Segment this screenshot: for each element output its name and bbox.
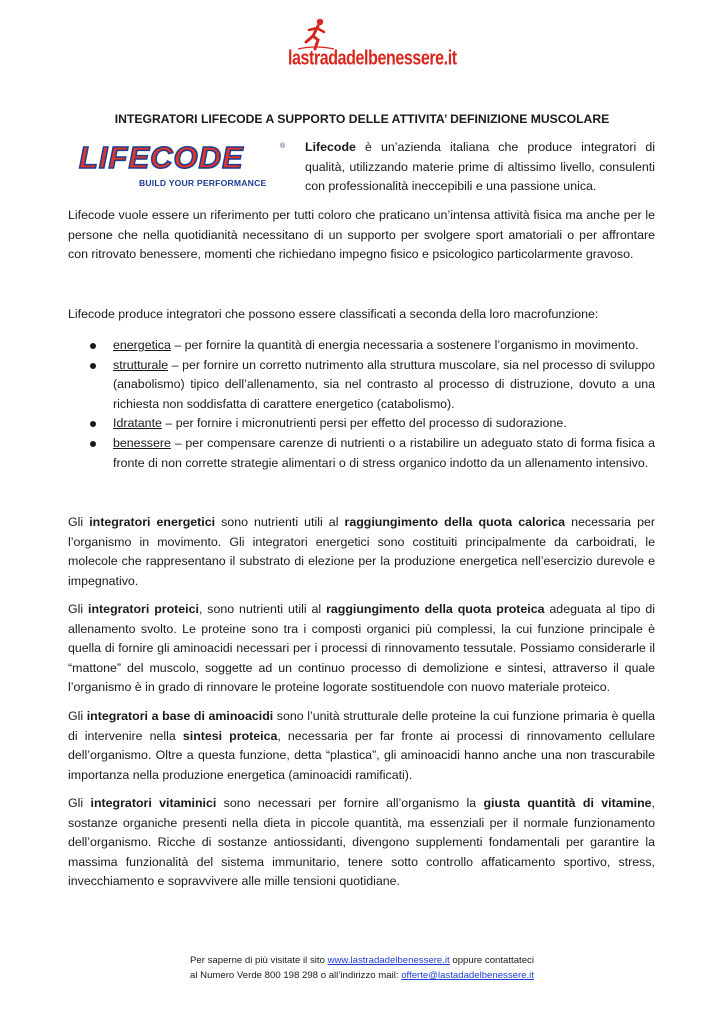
text-run: sono l’unità strutturale delle proteine la cui funzione primaria è quella di intervenire nella bbox=[68, 709, 655, 743]
list-item-text: – per fornire la quantità di energia necessaria a sostenere l’organismo in movimento. bbox=[170, 338, 639, 352]
text-run: sono nutrienti utili al bbox=[215, 515, 345, 529]
document-title: INTEGRATORI LIFECODE A SUPPORTO DELLE ATTIVITA’ DEFINIZIONE MUSCOLARE bbox=[114, 112, 610, 126]
bullet-icon bbox=[90, 343, 96, 349]
text-run: adeguata al tipo di allenamento svolto. Le proteine sono tra i composti organici più complessi, la cui funzione principale è quella di fornire gli aminoacidi necessari per i processi di rinnovamento tessutale. Possiamo considerarle il “mattone” del muscolo, soggette ad un continuo processo di demolizione e sintesi, attraverso il quale l’organismo è in grado di rinnovare le proteine logorate sostituendole con nuovo materiale proteico. bbox=[68, 602, 656, 695]
intro-paragraph bbox=[305, 138, 655, 197]
list-item bbox=[68, 356, 655, 415]
email-link[interactable]: offerte@lastadadelbenessere.it bbox=[401, 970, 534, 981]
text-run: , necessaria per far fronte ai processi di rinnovamento cellulare dell’organismo. Oltre a questa funzione, detta “plastica”, gli aminoacidi hanno anche una non trascurabile importanza nella produzione energetica (aminoacidi ramificati). bbox=[68, 728, 655, 782]
website-link[interactable]: www.lastradadelbenessere.it bbox=[327, 955, 450, 966]
bold-run: raggiungimento della quota proteica bbox=[326, 602, 545, 616]
lifecode-logo bbox=[79, 140, 287, 193]
list-item bbox=[68, 336, 655, 356]
list-item-term: Idratante bbox=[113, 416, 162, 431]
list-item-term: strutturale bbox=[113, 357, 169, 372]
bullet-icon bbox=[90, 441, 96, 447]
footer-text: oppure contattateci bbox=[449, 955, 534, 966]
paragraph-1: Lifecode vuole essere un riferimento per tutti coloro che praticano un’intensa attività fisica ma anche per le persone che nella quotidianità necessitano di un supporto per svolgere sport amatoriali o per affrontare con ritrovato benessere, momenti che richiedano impegno fisico e psicologico particolarmente gravoso. bbox=[68, 208, 655, 262]
bold-run: sintesi proteica bbox=[182, 728, 278, 743]
footer-line-2 bbox=[0, 968, 724, 983]
footer bbox=[0, 953, 724, 983]
lifecode-wordmark: LIFECODE bbox=[79, 140, 244, 175]
bold-run: integratori a base di aminoacidi bbox=[86, 709, 274, 723]
list-item-term: benessere bbox=[113, 435, 171, 450]
site-logo-text: lastradadelbenessere.it bbox=[288, 48, 457, 70]
list-item-text: – per fornire i micronutrienti persi per effetto del processo di sudorazione. bbox=[161, 416, 567, 431]
bold-run: integratori vitaminici bbox=[90, 796, 217, 810]
list-item bbox=[68, 414, 655, 434]
bold-run: integratori energetici bbox=[89, 515, 216, 529]
text-run: sono necessari per fornire all’organismo la bbox=[216, 796, 484, 810]
paragraph-2: Lifecode produce integratori che possono essere classificati a seconda della loro macrofunzione: bbox=[68, 307, 599, 321]
text-run: necessaria per l’organismo in movimento. Gli integratori energetici sono costituiti principalmente da carboidrati, le molecole che rappresentano il substrato di elezione per la produzione energetica nell’esercizio durevole e impegnativo. bbox=[68, 515, 655, 588]
bullet-icon bbox=[90, 363, 96, 369]
bold-run: raggiungimento della quota calorica bbox=[344, 515, 566, 529]
paragraph-proteici bbox=[68, 600, 655, 698]
paragraph-vitaminici bbox=[68, 794, 655, 892]
intro-bold: Lifecode bbox=[305, 140, 356, 154]
runner-icon bbox=[296, 18, 336, 52]
text-run: , sostanze organiche presenti nella dieta in piccole quantità, ma essenziali per il normale funzionamento dell’organismo. Ricche di sostanze antiossidanti, divengono supplementi fondamentali per garantire la massima funzionalità del sistema immunitario, tenere sotto controllo affaticamento sportivo, stress, invecchiamento e sopravvivere alle mille tensioni quotidiane. bbox=[68, 796, 655, 889]
paragraph-energetici bbox=[68, 513, 655, 591]
list-item-text: – per compensare carenze di nutrienti o a ristabilire un adeguato stato di forma fisica a fronte di non corrette strategie alimentari o di stress organico indotto da un allenamento intensivo. bbox=[113, 435, 655, 470]
registered-mark: ® bbox=[280, 143, 286, 150]
list-item-text: – per fornire un corretto nutrimento alla struttura muscolare, sia nel processo di sviluppo (anabolismo) tipico dell’allenamento, sia nel contrasto al processo di distruzione, dovuto a una richiesta non soddisfatta di carattere energetico (catabolismo). bbox=[113, 357, 655, 411]
list-item-term: energetica bbox=[113, 338, 171, 352]
footer-text: al Numero Verde 800 198 298 o all’indirizzo mail: bbox=[190, 970, 402, 981]
text-run: Gli bbox=[68, 796, 91, 810]
paragraph-aminoacidi bbox=[68, 707, 655, 785]
bullet-icon bbox=[90, 421, 96, 427]
lifecode-tagline: BUILD YOUR PERFORMANCE bbox=[139, 178, 267, 188]
site-logo[interactable] bbox=[288, 18, 457, 70]
macrofunction-list bbox=[68, 336, 655, 473]
bold-run: integratori proteici bbox=[88, 602, 199, 616]
text-run: Gli bbox=[68, 515, 90, 529]
intro-text: è un’azienda italiana che produce integratori di qualità, utilizzando materie prime di altissimo livello, consulenti con professionalità ineccepibili e una passione unica. bbox=[305, 140, 655, 194]
text-run: Gli bbox=[68, 602, 89, 616]
list-item bbox=[68, 434, 655, 473]
text-run: , sono nutrienti utili al bbox=[198, 602, 327, 616]
footer-line-1 bbox=[0, 953, 724, 968]
footer-text: Per saperne di più visitate il sito bbox=[190, 955, 328, 966]
bold-run: giusta quantità di vitamine bbox=[483, 796, 652, 810]
text-run: Gli bbox=[68, 709, 87, 723]
